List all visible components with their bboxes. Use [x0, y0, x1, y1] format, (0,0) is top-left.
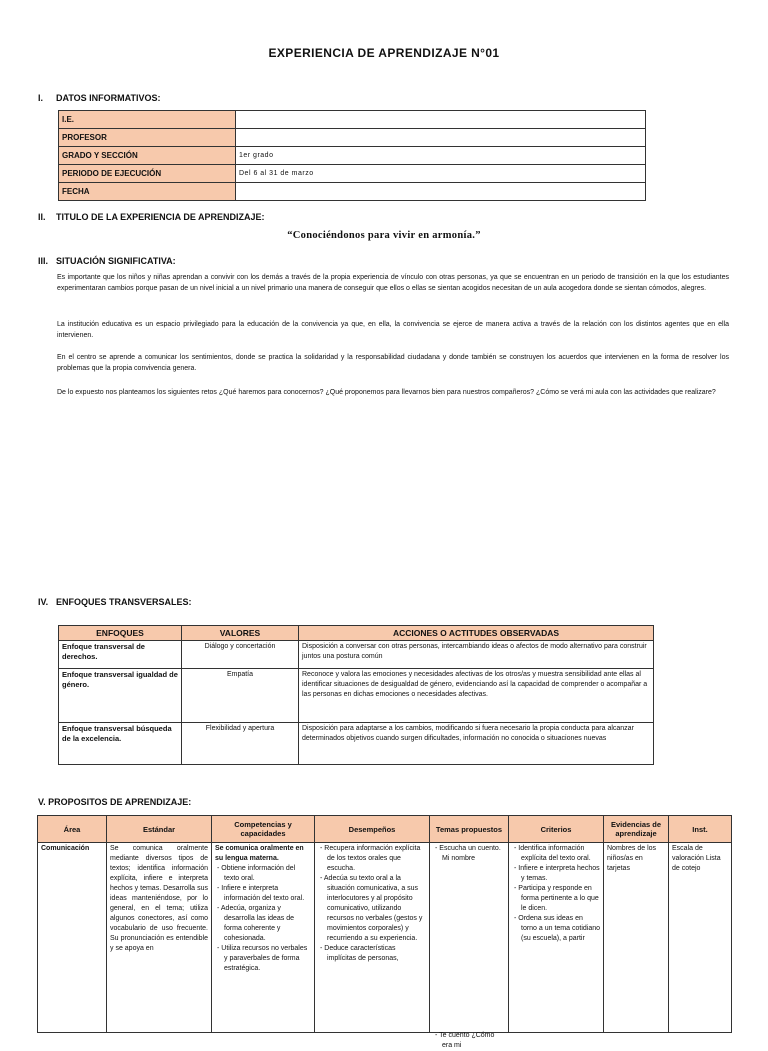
column-header: Evidencias de aprendizaje: [604, 816, 669, 843]
accion-cell: Reconoce y valora las emociones y necesidades afectivas de los otros/as y muestra sensibilidad ante ellas al identificar situaciones de desigualdad de género, evidenciando así la capacidad de comprender o acompañar a las personas en dichas emociones o necesidades afectivas.: [299, 669, 654, 723]
list-item: - Infiere e interpreta información del texto oral.: [224, 884, 311, 904]
capacidades-list: [215, 864, 311, 974]
list-item: - Te cuento ¿Cómo era mi: [442, 1031, 505, 1051]
table-row: [59, 723, 654, 765]
column-header: Competencias y capacidades: [212, 816, 315, 843]
list-item: - Identifica información explícita del texto oral.: [521, 844, 600, 864]
list-item: - Obtiene información del texto oral.: [224, 864, 311, 884]
enfoque-cell: Enfoque transversal búsqueda de la excelencia.: [59, 723, 182, 765]
info-row: [59, 111, 646, 129]
info-label: FECHA: [59, 183, 236, 201]
column-header: Estándar: [107, 816, 212, 843]
section-3-heading: [38, 256, 176, 266]
estandar-cell: Se comunica oralmente mediante diversos tipos de textos; identifica información explícita, infiere e interpreta hechos y temas. Desarrolla sus ideas manteniéndose, por lo general, en el tema; utiliza algunos conectores, así como vocabulario de uso frecuente. Su pronunciación es entendible y se apoya en: [107, 843, 212, 1033]
info-label: PERIODO DE EJECUCIÓN: [59, 165, 236, 183]
table-row: [38, 843, 732, 1033]
list-item: - Utiliza recursos no verbales y paraverbales de forma estratégica.: [224, 944, 311, 974]
list-item: - Recupera información explícita de los textos orales que escucha.: [327, 844, 426, 874]
list-item: - Deduce características implícitas de personas,: [327, 944, 426, 964]
info-value: [236, 129, 646, 147]
table-row: [59, 669, 654, 723]
section-4-text: ENFOQUES TRANSVERSALES:: [56, 597, 192, 607]
info-label: I.E.: [59, 111, 236, 129]
valor-cell: Diálogo y concertación: [182, 641, 299, 669]
enfoque-cell: Enfoque transversal igualdad de género.: [59, 669, 182, 723]
column-header: Desempeños: [315, 816, 430, 843]
criterios-cell: [509, 843, 604, 1033]
table-row: [59, 641, 654, 669]
section-3-number: III.: [38, 256, 49, 266]
info-label: GRADO Y SECCIÓN: [59, 147, 236, 165]
section-4-number: IV.: [38, 597, 49, 607]
accion-cell: Disposición a conversar con otras personas, intercambiando ideas o afectos de modo alternativo para construir juntos una postura común: [299, 641, 654, 669]
accion-cell: Disposición para adaptarse a los cambios, modificando si fuera necesario la propia conducta para alcanzar determinados objetivos cuando surgen dificultades, información no conocida o situaciones nuevas: [299, 723, 654, 765]
column-header: Criterios: [509, 816, 604, 843]
valor-cell: Empatía: [182, 669, 299, 723]
enfoques-header-row: [59, 626, 654, 641]
section-2-number: II.: [38, 212, 46, 222]
enfoques-table: [58, 625, 654, 765]
info-value: [236, 183, 646, 201]
list-item: - Adecúa, organiza y desarrolla las ideas de forma coherente y cohesionada.: [224, 904, 311, 944]
list-item: - Escucha un cuento. Mi nombre: [442, 844, 505, 864]
paragraph: Es importante que los niños y niñas aprendan a convivir con los demás a través de la propia experiencia de vínculo con otras personas, ya que se encuentran en un periodo de transición en la que los estudiantes experimentaran cambios porque pasan de un nivel inicial a un nivel primario una manera de conseguir que ellos o ellas se sientan acogidos necesitan de un aula acogedora donde se sientan cómodos, alegres.: [57, 274, 729, 292]
info-value: 1er grado: [236, 147, 646, 165]
list-item: - Adecúa su texto oral a la situación comunicativa, a sus interlocutores y al propósito comunicativo, utilizando recursos no verbales (gestos y movimientos corporales) y recurriendo a su experiencia.: [327, 874, 426, 944]
section-1-heading: [38, 93, 161, 103]
criterios-list: [512, 844, 600, 944]
valor-cell: Flexibilidad y apertura: [182, 723, 299, 765]
competencia-title: Se comunica oralmente en su lengua materna.: [215, 845, 304, 862]
paragraph: En el centro se aprende a comunicar los sentimientos, donde se practica la solidaridad y la responsabilidad ciudadana y donde también se construyen los acuerdos que intervienen en la forma de resolver los problemas que la propia convivencia genera.: [57, 354, 729, 372]
info-label: PROFESOR: [59, 129, 236, 147]
list-item: - Ordena sus ideas en torno a un tema cotidiano (su escuela), a partir: [521, 914, 600, 944]
propositos-table: [37, 815, 732, 1049]
enfoque-cell: Enfoque transversal de derechos.: [59, 641, 182, 669]
instrumentos-cell: Escala de valoración Lista de cotejo: [669, 843, 732, 1033]
paragraph: De lo expuesto nos planteamos los siguientes retos ¿Qué haremos para conocernos? ¿Qué proponemos para llevarnos bien para nuestros compañeros? ¿Cómo se verá mi aula con las actividades que realizare?: [57, 389, 716, 396]
info-table: [58, 110, 646, 201]
info-row: [59, 183, 646, 201]
desempenos-list: [318, 844, 426, 964]
section-2-heading: [38, 212, 265, 222]
desempenos-cell: [315, 843, 430, 1033]
temas-list: [433, 844, 505, 864]
column-header: VALORES: [182, 626, 299, 641]
temas-list: [433, 1031, 505, 1051]
section-1-text: DATOS INFORMATIVOS:: [56, 93, 161, 103]
paragraph: La institución educativa es un espacio privilegiado para la educación de la convivencia ya que, en ella, la convivencia se ejerce de manera activa a través de la relación con los distintos agentes que en ella intervienen.: [57, 321, 729, 339]
area-cell: Comunicación: [38, 843, 107, 1033]
info-row: [59, 147, 646, 165]
list-item: - Participa y responde en forma pertinente a lo que le dicen.: [521, 884, 600, 914]
evidencias-cell: Nombres de los niños/as en tarjetas: [604, 843, 669, 1033]
section-5-heading: V. PROPOSITOS DE APRENDIZAJE:: [38, 797, 192, 807]
section-3-text: SITUACIÓN SIGNIFICATIVA:: [56, 256, 176, 266]
section-1-number: I.: [38, 93, 44, 103]
document-title: EXPERIENCIA DE APRENDIZAJE N°01: [268, 46, 500, 60]
info-value: [236, 111, 646, 129]
info-row: [59, 129, 646, 147]
info-row: [59, 165, 646, 183]
propositos-header-row: [38, 816, 732, 843]
list-item: - Infiere e interpreta hechos y temas.: [521, 864, 600, 884]
column-header: ACCIONES O ACTITUDES OBSERVADAS: [299, 626, 654, 641]
column-header: ENFOQUES: [59, 626, 182, 641]
competencias-cell: [212, 843, 315, 1033]
column-header: Área: [38, 816, 107, 843]
section-2-text: TITULO DE LA EXPERIENCIA DE APRENDIZAJE:: [56, 212, 265, 222]
info-value: Del 6 al 31 de marzo: [236, 165, 646, 183]
experience-title: “Conociéndonos para vivir en armonía.”: [287, 230, 481, 241]
column-header: Temas propuestos: [430, 816, 509, 843]
temas-cell: [430, 843, 509, 1049]
section-4-heading: [38, 597, 192, 607]
column-header: Inst.: [669, 816, 732, 843]
